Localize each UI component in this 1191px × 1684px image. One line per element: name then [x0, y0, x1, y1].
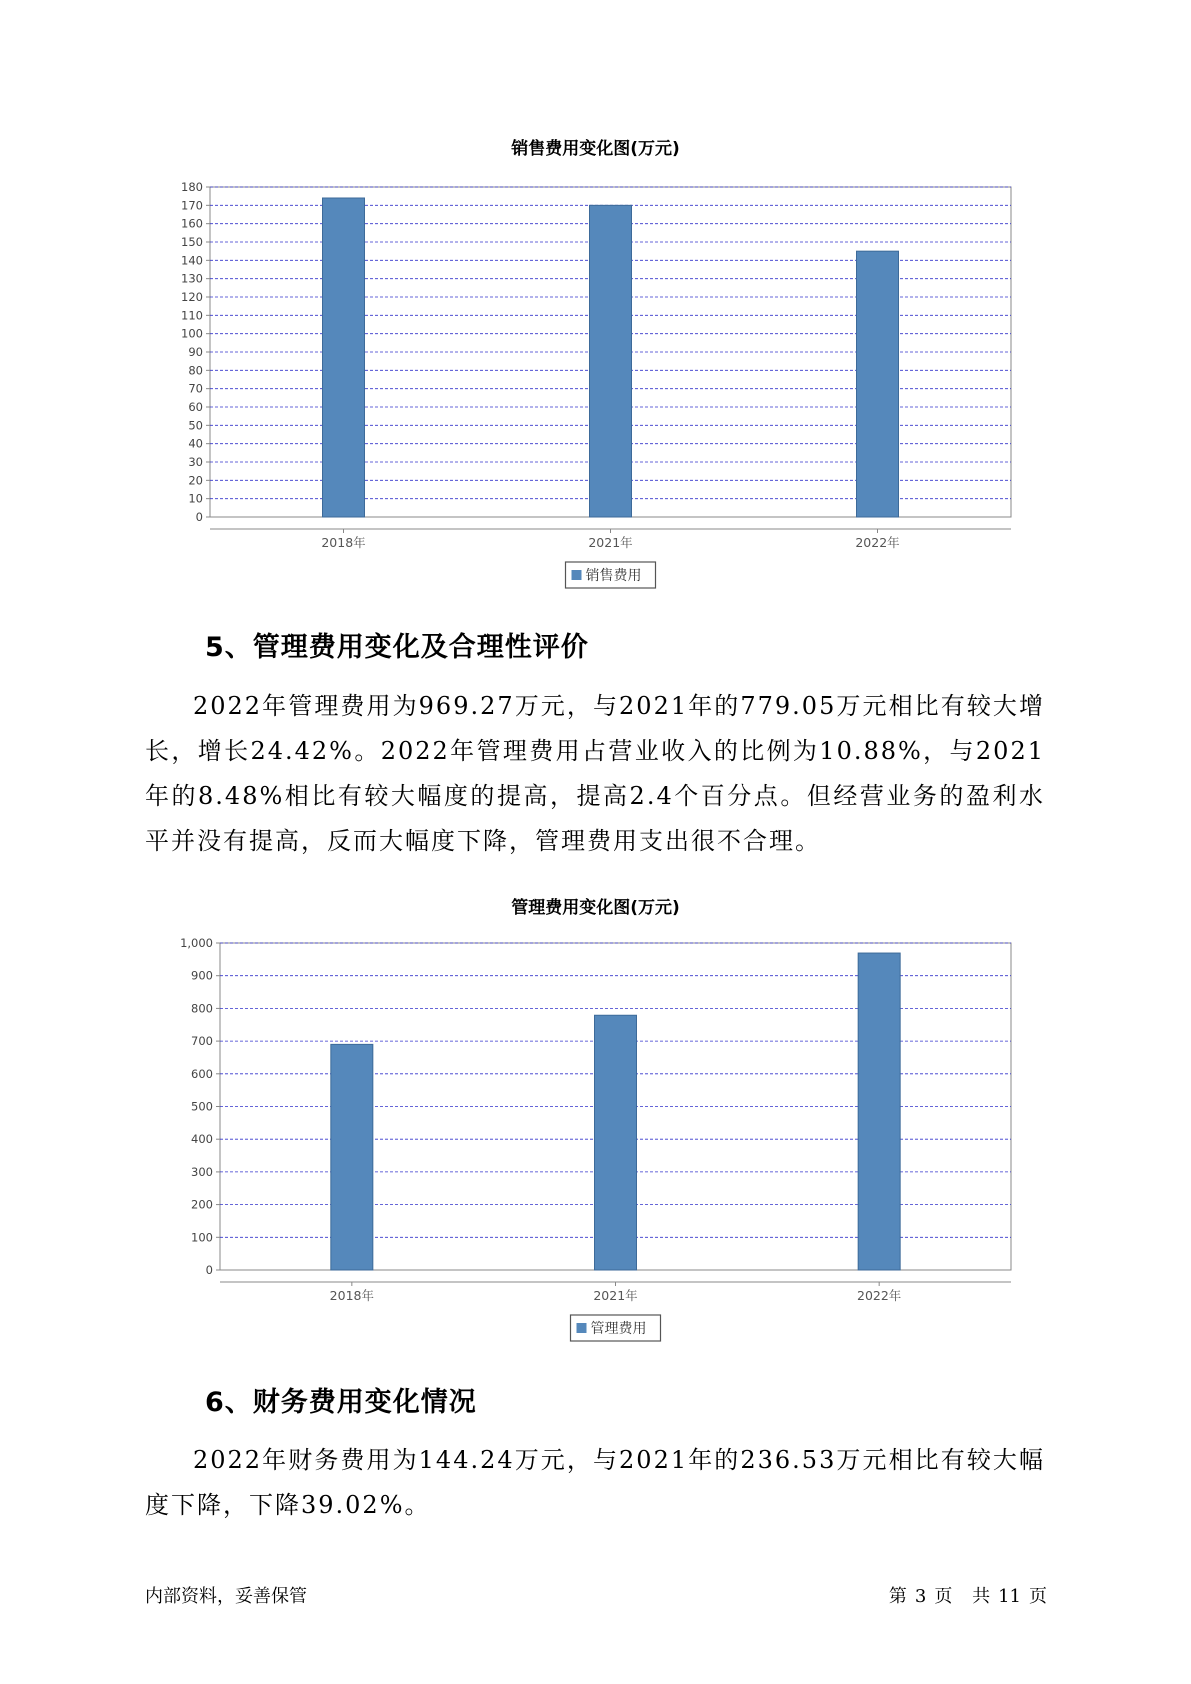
section-6-paragraph: 2022年财务费用为144.24万元，与2021年的236.53万元相比有较大幅度下降，下降39.02%。	[145, 1446, 1045, 1519]
y-tick-label: 300	[191, 1164, 213, 1179]
y-tick-label: 160	[181, 216, 203, 231]
y-tick-label: 140	[181, 253, 203, 268]
page-label-mid: 页	[934, 1586, 953, 1607]
management-chart-title: 管理费用变化图(万元)	[511, 898, 680, 918]
y-tick-label: 170	[181, 198, 203, 213]
x-tick-label: 2022年	[855, 535, 900, 550]
y-tick-label: 100	[191, 1230, 213, 1245]
y-tick-label: 100	[181, 326, 203, 341]
y-tick-label: 120	[181, 290, 203, 304]
bar	[331, 1044, 373, 1270]
y-tick-label: 30	[188, 455, 203, 469]
section-6-heading: 6、财务费用变化情况	[205, 1387, 477, 1418]
y-tick-label: 180	[181, 180, 203, 194]
y-tick-label: 700	[191, 1034, 213, 1049]
y-tick-label: 150	[181, 235, 203, 249]
y-tick-label: 500	[191, 1099, 213, 1114]
legend-swatch	[577, 1323, 587, 1333]
y-tick-label: 70	[188, 381, 203, 396]
y-tick-label: 50	[188, 418, 203, 433]
x-tick-label: 2021年	[593, 1288, 638, 1303]
y-tick-label: 900	[191, 968, 213, 983]
page-label-prefix: 第	[888, 1586, 907, 1607]
y-tick-label: 80	[188, 363, 203, 378]
page-number: 3	[914, 1586, 927, 1607]
y-tick-label: 200	[191, 1197, 213, 1212]
x-tick-label: 2018年	[329, 1288, 374, 1303]
legend-label: 销售费用	[585, 568, 642, 584]
y-tick-label: 90	[188, 345, 203, 359]
x-tick-label: 2021年	[588, 535, 633, 550]
y-tick-label: 60	[188, 400, 203, 414]
footer-page-indicator	[885, 1582, 1051, 1608]
y-tick-label: 10	[188, 491, 203, 506]
y-tick-label: 130	[181, 271, 203, 286]
section-5-paragraph: 2022年管理费用为969.27万元，与2021年的779.05万元相比有较大增长，增长24.42%。2022年管理费用占营业收入的比例为10.88%，与2021年的8.48%相比有较大幅度的提高，提高2.4个百分点。但经营业务的盈利水平并没有提高，反而大幅度下降，管理费用支出很不合理。	[145, 692, 1045, 855]
total-label-prefix: 共	[972, 1586, 991, 1607]
total-label-suffix: 页	[1029, 1586, 1047, 1607]
x-tick-label: 2022年	[857, 1288, 902, 1303]
y-tick-label: 40	[188, 436, 203, 451]
legend-label: 管理费用	[590, 1321, 647, 1337]
y-tick-label: 400	[191, 1132, 213, 1147]
y-tick-label: 1,000	[180, 936, 213, 950]
y-tick-label: 600	[191, 1066, 213, 1081]
total-pages: 11	[998, 1586, 1021, 1607]
y-tick-label: 20	[188, 473, 203, 488]
y-tick-label: 0	[195, 510, 203, 524]
bar	[595, 1015, 637, 1270]
y-tick-label: 110	[181, 308, 203, 323]
x-tick-label: 2018年	[321, 535, 366, 550]
footer-confidential-note: 内部资料，妥善保管	[145, 1586, 307, 1607]
y-tick-label: 0	[205, 1263, 213, 1277]
sales-chart-title: 销售费用变化图(万元)	[511, 139, 680, 159]
y-tick-label: 800	[191, 1001, 213, 1016]
section-5-heading: 5、管理费用变化及合理性评价	[205, 632, 589, 663]
bar	[858, 953, 900, 1270]
